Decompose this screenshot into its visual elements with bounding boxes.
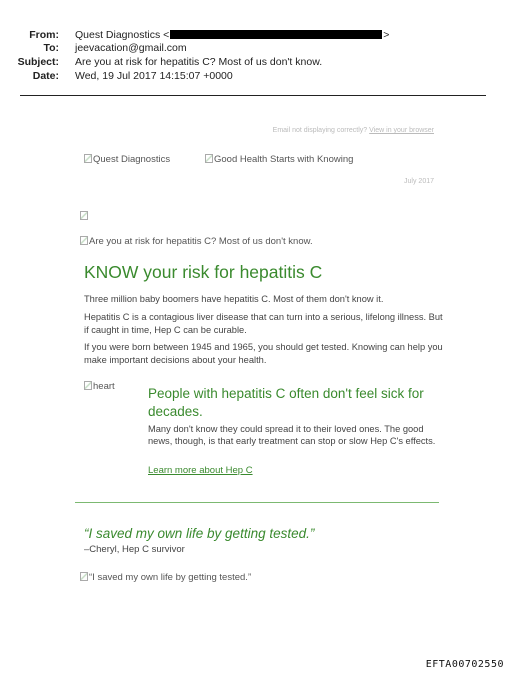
broken-image-icon	[84, 154, 92, 163]
date-value: Wed, 19 Jul 2017 14:15:07 +0000	[75, 70, 233, 82]
header-divider	[20, 95, 486, 96]
redaction-bar	[170, 30, 382, 39]
from-value	[75, 29, 389, 42]
quest-logo-image[interactable]	[84, 154, 170, 165]
preheader-text: Email not displaying correctly?	[272, 127, 368, 134]
to-value: jeevacation@gmail.com	[75, 42, 187, 54]
description-paragraph: Hepatitis C is a contagious liver disease that can turn into a serious, lifelong illness. But if caught in time, Hep C can be curable.	[84, 312, 443, 335]
broken-image-icon	[80, 211, 88, 220]
page-title: KNOW your risk for hepatitis C	[84, 262, 323, 282]
hero-alt: Are you at risk for hepatitis C? Most of us don't know.	[89, 236, 313, 247]
callout-body: Many don't know they could spread it to their loved ones. The good news, though, is that early treatment can stop or slow Hep C's effects.	[148, 424, 436, 446]
intro-paragraph: Three million baby boomers have hepatitis C. Most of them don't know it.	[84, 294, 384, 304]
section-divider	[75, 502, 439, 503]
heart-icon	[84, 381, 92, 390]
broken-image-icon	[80, 236, 88, 245]
subject-value: Are you at risk for hepatitis C? Most of us don't know.	[75, 56, 323, 68]
heart-alt: heart	[93, 381, 115, 392]
learn-more-link[interactable]: Learn more about Hep C	[148, 465, 253, 476]
spacer-image	[80, 206, 89, 224]
quest-logo-alt: Quest Diagnostics	[93, 154, 171, 165]
issue-date: July 2017	[404, 178, 434, 185]
broken-image-icon	[80, 572, 88, 581]
testimonial-quote: “I saved my own life by getting tested.”	[84, 526, 315, 541]
heart-image	[84, 381, 115, 392]
subject-label: Subject:	[17, 56, 59, 68]
broken-image-icon	[205, 154, 213, 163]
callout-heading: People with hepatitis C often don't feel sick for decades.	[148, 386, 424, 419]
preheader	[273, 127, 434, 134]
hero-image	[80, 236, 313, 247]
testimonial-image	[80, 572, 251, 583]
tagline-image	[205, 154, 353, 165]
testimonial-attribution: –Cheryl, Hep C survivor	[84, 544, 185, 555]
from-label: From:	[29, 29, 59, 41]
view-in-browser-link[interactable]: View in your browser	[369, 127, 434, 134]
tagline-alt: Good Health Starts with Knowing	[214, 154, 354, 165]
date-label: Date:	[32, 70, 59, 82]
testing-paragraph: If you were born between 1945 and 1965, you should get tested. Knowing can help you make important decisions about your health.	[84, 342, 443, 365]
from-name: Quest Diagnostics <	[75, 29, 170, 41]
testimonial-image-alt: “I saved my own life by getting tested.”	[89, 572, 252, 583]
from-close: >	[383, 29, 390, 41]
to-label: To:	[43, 42, 59, 54]
document-id: EFTA00702550	[425, 659, 504, 670]
